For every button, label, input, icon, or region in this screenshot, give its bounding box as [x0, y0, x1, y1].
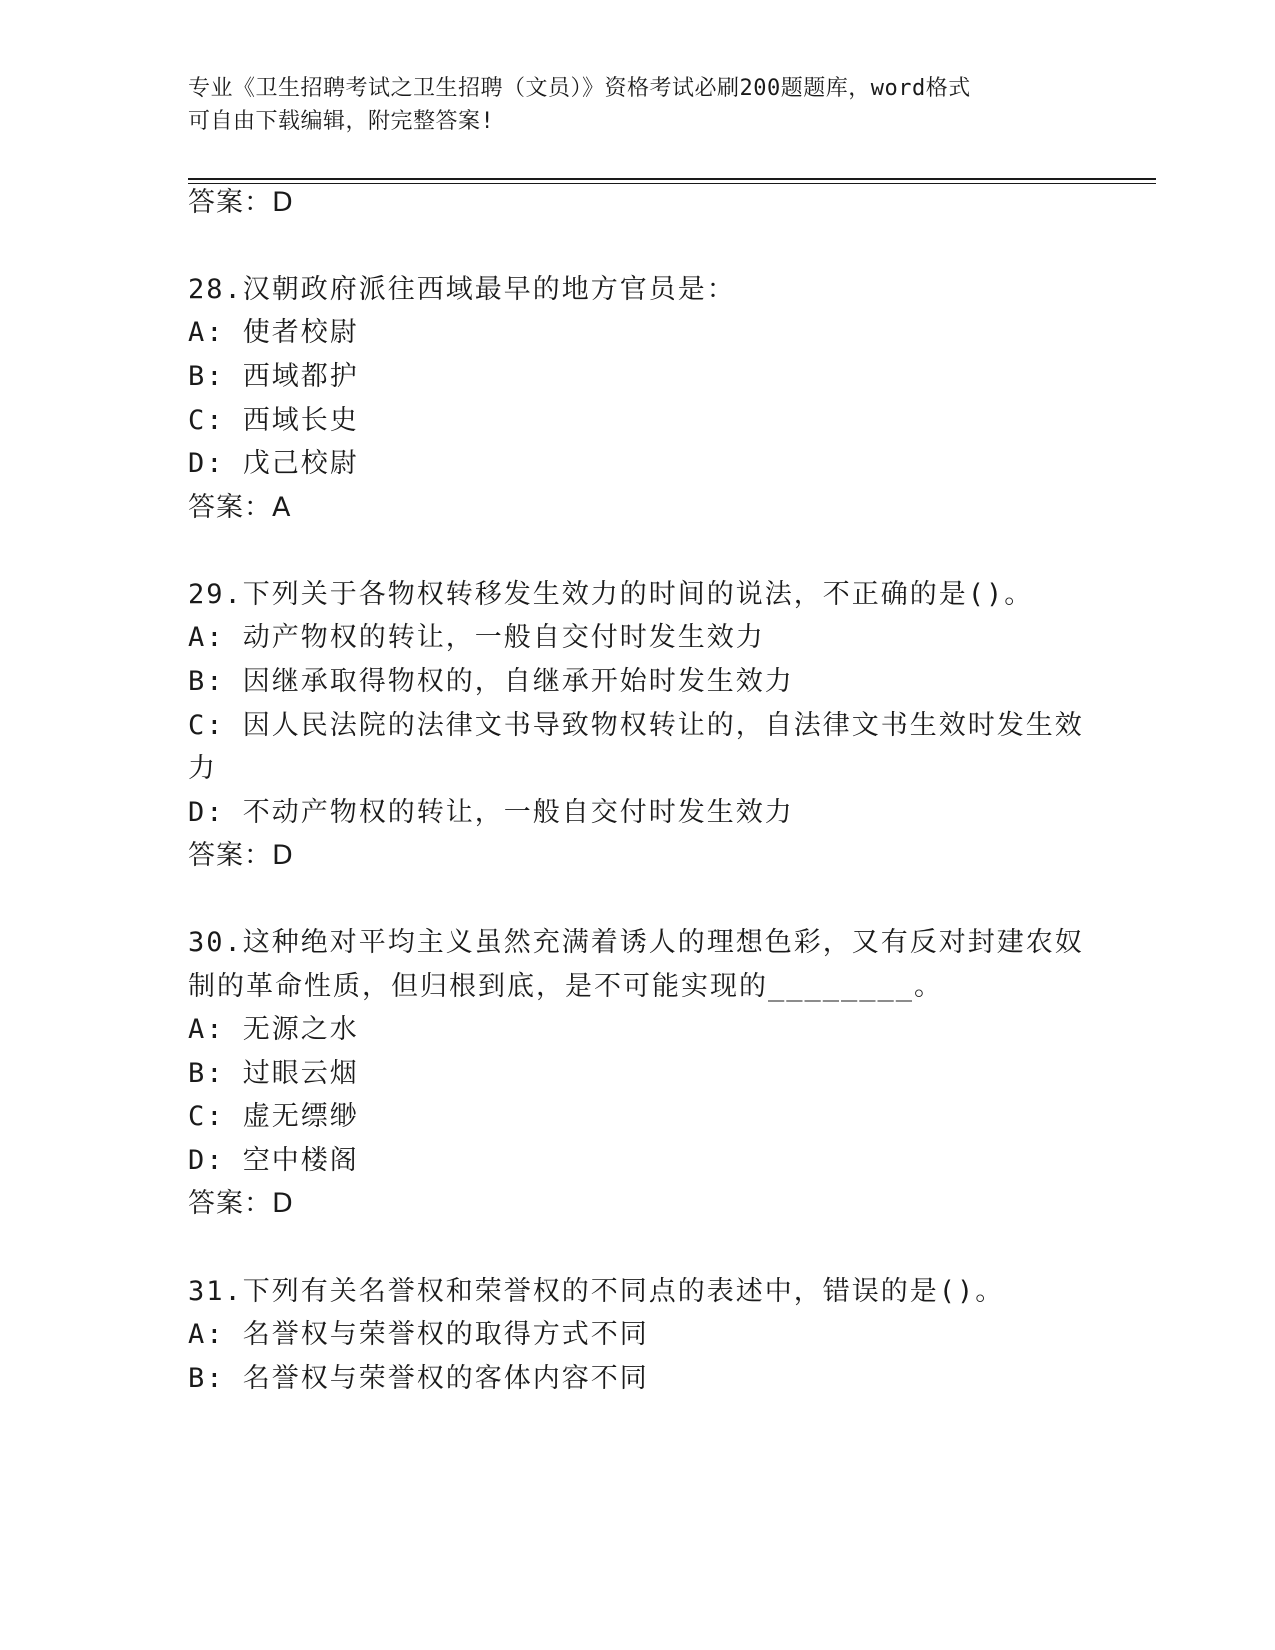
option-29-c-continued: 力	[188, 753, 217, 784]
header-divider-thin	[188, 183, 1156, 184]
option-28-a: A: 使者校尉	[188, 317, 359, 348]
question-29: 29.下列关于各物权转移发生效力的时间的说法，不正确的是()。	[188, 579, 1034, 610]
option-31-b: B: 名誉权与荣誉权的客体内容不同	[188, 1363, 649, 1394]
option-29-c: C: 因人民法院的法律文书导致物权转让的，自法律文书生效时发生效	[188, 710, 1084, 741]
document-header	[188, 72, 1068, 138]
question-31: 31.下列有关名誉权和荣誉权的不同点的表述中，错误的是()。	[188, 1276, 1005, 1307]
option-30-b: B: 过眼云烟	[188, 1058, 359, 1089]
option-28-c: C: 西域长史	[188, 405, 359, 436]
header-line-2: 可自由下载编辑，附完整答案!	[188, 109, 495, 134]
option-29-d: D: 不动产物权的转让，一般自交付时发生效力	[188, 797, 794, 828]
question-28: 28.汉朝政府派往西域最早的地方官员是：	[188, 274, 736, 305]
option-28-b: B: 西域都护	[188, 361, 359, 392]
option-28-d: D: 戊己校尉	[188, 448, 359, 479]
option-29-a: A: 动产物权的转让，一般自交付时发生效力	[188, 622, 765, 653]
question-30-continued: 制的革命性质，但归根到底，是不可能实现的________。	[188, 971, 944, 1002]
option-31-a: A: 名誉权与荣誉权的取得方式不同	[188, 1319, 649, 1350]
answer-30: 答案：D	[188, 1188, 294, 1219]
answer-27: 答案：D	[188, 187, 294, 218]
option-30-a: A: 无源之水	[188, 1014, 359, 1045]
header-divider-thick	[188, 178, 1156, 180]
option-29-b: B: 因继承取得物权的，自继承开始时发生效力	[188, 666, 794, 697]
answer-29: 答案：D	[188, 840, 294, 871]
option-30-c: C: 虚无缥缈	[188, 1101, 359, 1132]
header-line-1: 专业《卫生招聘考试之卫生招聘（文员）》资格考试必刷200题题库，word格式	[188, 76, 971, 101]
option-30-d: D: 空中楼阁	[188, 1145, 359, 1176]
answer-28: 答案：A	[188, 492, 292, 523]
question-30: 30.这种绝对平均主义虽然充满着诱人的理想色彩，又有反对封建农奴	[188, 927, 1084, 958]
